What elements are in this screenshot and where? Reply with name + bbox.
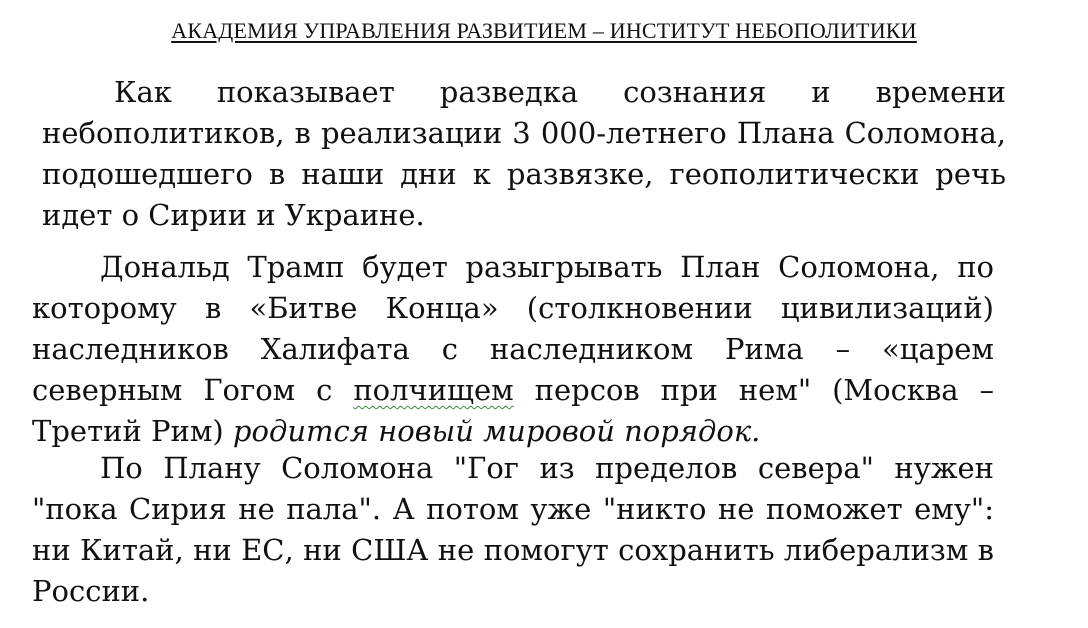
paragraph-2-text-middle: персов при нем" (Москва – Третий Рим) [32, 373, 994, 448]
paragraph-1: Как показывает разведка сознания и времени небополитиков, в реализации 3 000-летнего Плана Соломона, подошедшего в наши дни к развязке, геополитически речь идет о Сирии и Украине. [42, 75, 1006, 232]
paragraph-2-text-start: Дональд Трамп будет разыгрывать План Соломона, по которому в «Битве Конца» (столкновении цивилизаций) наследников Халифата с наследником Рима – «царем северным Гогом с [32, 250, 994, 407]
header-title: АКАДЕМИЯ УПРАВЛЕНИЯ РАЗВИТИЕМ – ИНСТИТУТ НЕБОПОЛИТИКИ [171, 18, 917, 43]
paragraph-2 [32, 247, 994, 452]
document-header [0, 18, 1088, 44]
spellcheck-underlined-word: полчищем [353, 373, 514, 407]
paragraph-3: По Плану Соломона "Гог из пределов севера" нужен "пока Сирия не пала". А потом уже "никто не поможет ему": ни Китай, ни ЕС, ни США не помогут сохранить либерализм в России. [32, 451, 994, 608]
paragraph-2-italic-text: родится новый мировой порядок. [232, 414, 761, 448]
